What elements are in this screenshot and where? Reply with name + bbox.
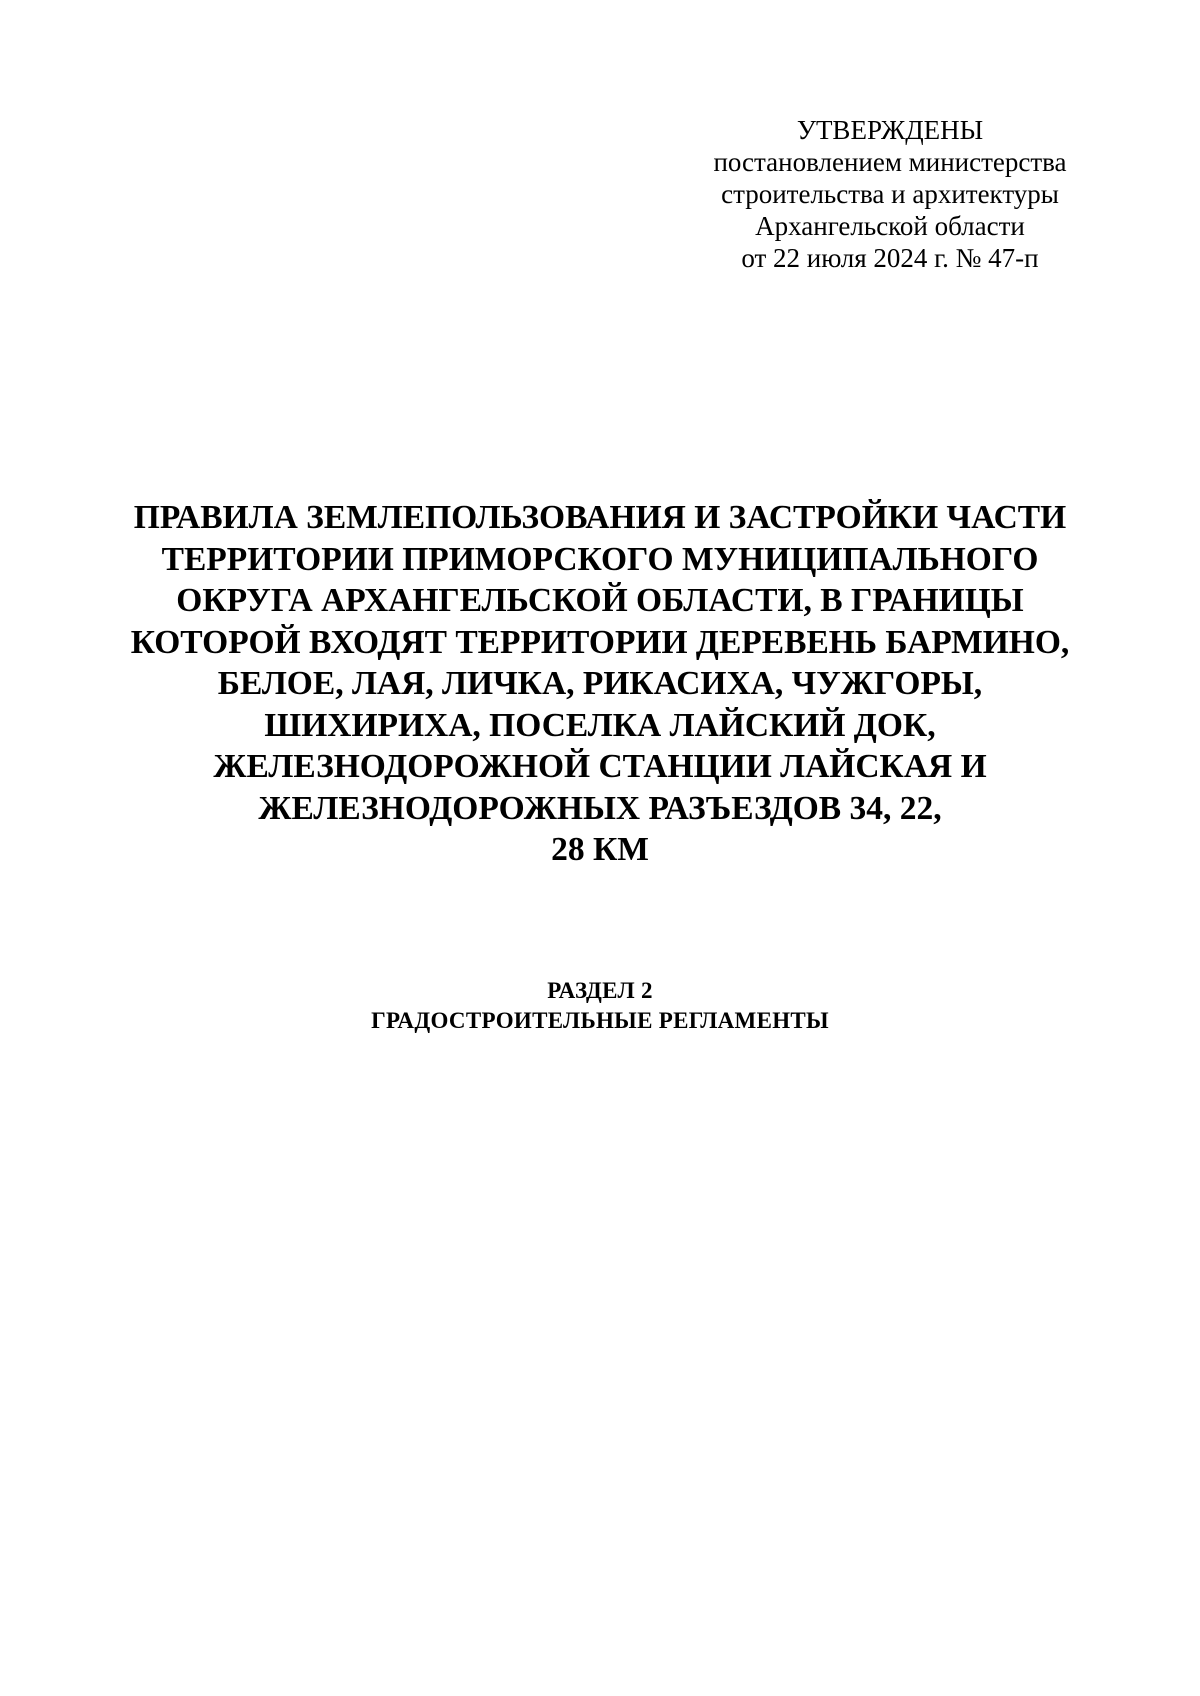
document-title: [60, 497, 1140, 871]
title-line: 28 КМ: [551, 831, 649, 868]
title-line: КОТОРОЙ ВХОДЯТ ТЕРРИТОРИИ ДЕРЕВЕНЬ БАРМИНО,: [130, 623, 1070, 661]
approval-date-number: от 22 июля 2024 г. № 47-п: [741, 243, 1039, 273]
title-line: ЖЕЛЕЗНОДОРОЖНЫХ РАЗЪЕЗДОВ 34, 22,: [258, 789, 942, 827]
title-line: ОКРУГА АРХАНГЕЛЬСКОЙ ОБЛАСТИ, В ГРАНИЦЫ: [176, 582, 1024, 619]
title-line: ЖЕЛЕЗНОДОРОЖНОЙ СТАНЦИИ ЛАЙСКАЯ И: [213, 748, 987, 785]
title-line: БЕЛОЕ, ЛАЯ, ЛИЧКА, РИКАСИХА, ЧУЖГОРЫ,: [217, 665, 983, 702]
section-name: ГРАДОСТРОИТЕЛЬНЫЕ РЕГЛАМЕНТЫ: [371, 1008, 829, 1033]
section-label: РАЗДЕЛ 2: [547, 978, 653, 1003]
section-heading: [200, 976, 1000, 1036]
approval-line: постановлением министерства: [713, 147, 1067, 177]
title-line: ПРАВИЛА ЗЕМЛЕПОЛЬЗОВАНИЯ И ЗАСТРОЙКИ ЧАСТИ: [133, 499, 1067, 536]
approval-heading: УТВЕРЖДЕНЫ: [796, 115, 984, 145]
approval-line: строительства и архитектуры: [721, 179, 1059, 209]
title-line: ШИХИРИХА, ПОСЕЛКА ЛАЙСКИЙ ДОК,: [264, 706, 936, 744]
title-line: ТЕРРИТОРИИ ПРИМОРСКОГО МУНИЦИПАЛЬНОГО: [161, 540, 1039, 578]
approval-stamp-block: [690, 114, 1090, 274]
approval-line: Архангельской области: [755, 211, 1025, 241]
